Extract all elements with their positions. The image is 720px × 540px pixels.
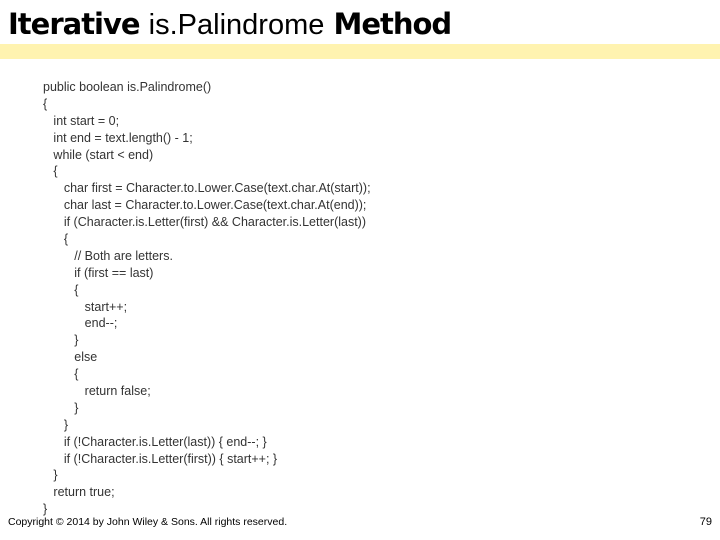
accent-bar	[0, 44, 720, 59]
code-line: while (start < end)	[43, 147, 154, 162]
code-line: if (!Character.is.Letter(first)) { start++; }	[43, 451, 278, 466]
code-line: char last = Character.to.Lower.Case(text.char.At(end));	[43, 198, 367, 213]
code-block	[43, 79, 371, 518]
code-line: }	[43, 333, 79, 348]
code-line: {	[43, 164, 58, 179]
code-line: {	[43, 96, 48, 111]
code-line: if (first == last)	[43, 265, 154, 280]
slide-title	[8, 6, 451, 43]
code-line: if (!Character.is.Letter(last)) { end--; }	[43, 434, 267, 449]
title-part-iterative: Iterative	[8, 7, 149, 41]
code-line: if (Character.is.Letter(first) && Character.is.Letter(last))	[43, 215, 367, 230]
code-line: return true;	[43, 485, 115, 500]
code-line: int start = 0;	[43, 113, 120, 128]
code-line: start++;	[43, 299, 128, 314]
title-part-method-name: is.Palindrome	[148, 9, 325, 41]
code-line: }	[43, 400, 79, 415]
code-line: }	[43, 417, 69, 432]
code-line: {	[43, 367, 79, 382]
code-line: else	[43, 350, 98, 365]
title-bar	[0, 0, 720, 44]
code-line: // Both are letters.	[43, 248, 173, 263]
page-number: 79	[699, 516, 712, 528]
copyright-footer: Copyright © 2014 by John Wiley & Sons. All rights reserved.	[8, 516, 288, 528]
title-part-method: Method	[324, 7, 452, 41]
code-line: }	[43, 468, 58, 483]
code-line: {	[43, 232, 69, 247]
code-line: return false;	[43, 384, 151, 399]
code-line: char first = Character.to.Lower.Case(text.char.At(start));	[43, 181, 371, 196]
code-line: public boolean is.Palindrome()	[43, 80, 212, 94]
code-line: int end = text.length() - 1;	[43, 130, 193, 145]
code-line: }	[43, 502, 48, 517]
code-line: {	[43, 282, 79, 297]
code-line: end--;	[43, 316, 118, 331]
